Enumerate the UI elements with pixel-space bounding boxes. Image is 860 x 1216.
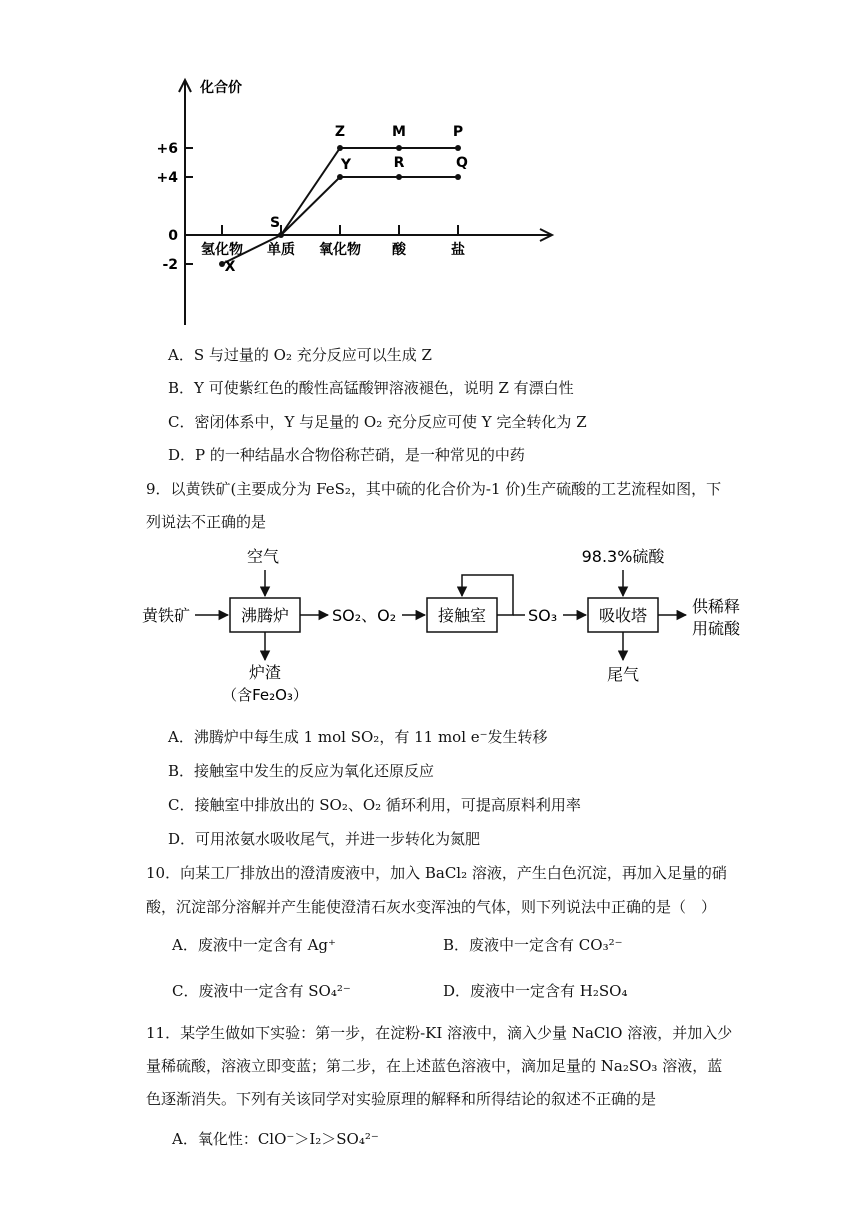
point-label-x: X <box>224 259 236 275</box>
flow-product-line2: 用硫酸 <box>692 619 741 638</box>
q11-stem-line1: 11．某学生做如下实验：第一步，在淀粉-KI 溶液中，滴入少量 NaClO 溶液，并加入少 <box>146 1024 733 1042</box>
q11-stem-line2: 量稀硫酸，溶液立即变蓝；第二步，在上述蓝色溶液中，滴加足量的 Na₂SO₃ 溶液，蓝 <box>146 1057 723 1075</box>
y-tick-label: +6 <box>156 141 178 157</box>
point-q <box>455 174 461 180</box>
x-tick-label: 盐 <box>451 242 465 258</box>
point-y <box>337 174 343 180</box>
q9-stem-line1: 9．以黄铁矿(主要成分为 FeS₂，其中硫的化合价为-1 价)生产硫酸的工艺流程如图，下 <box>146 480 722 498</box>
x-tick-label: 单质 <box>267 242 295 258</box>
point-z <box>337 145 343 151</box>
q11-stem-line3: 色逐渐消失。下列有关该同学对实验原理的解释和所得结论的叙述不正确的是 <box>146 1090 657 1108</box>
flow-contact-label: 接触室 <box>437 606 487 625</box>
y-tick-label: -2 <box>162 257 178 273</box>
y-tick-label: 0 <box>168 228 178 244</box>
q10-option-b: B．废液中一定含有 CO₃²⁻ <box>443 936 623 954</box>
flow-product-line1: 供稀释 <box>692 597 741 616</box>
q9-option-b: B．接触室中发生的反应为氧化还原反应 <box>168 762 435 780</box>
flow-air-label: 空气 <box>247 547 280 566</box>
point-label-p: P <box>452 124 464 140</box>
y-tick-label: +4 <box>156 170 178 186</box>
q11-option-a: A．氧化性：ClO⁻＞I₂＞SO₄²⁻ <box>172 1130 379 1148</box>
q10-stem-line2: 酸，沉淀部分溶解并产生能使澄清石灰水变浑浊的气体，则下列说法中正确的是（ ） <box>146 898 717 916</box>
flow-contact-out-label: SO₃ <box>528 606 558 625</box>
point-label-r: R <box>393 155 405 171</box>
point-label-y: Y <box>340 157 352 173</box>
flow-input-label: 黄铁矿 <box>142 606 191 625</box>
point-r <box>396 174 402 180</box>
x-tick-label: 酸 <box>392 242 406 258</box>
flow-slag-label: 炉渣 <box>248 663 282 682</box>
q8-option-d: D．P 的一种结晶水合物俗称芒硝，是一种常见的中药 <box>168 446 525 464</box>
point-p <box>455 145 461 151</box>
q8-option-b: B．Y 可使紫红色的酸性高锰酸钾溶液褪色，说明 Z 有漂白性 <box>168 379 574 397</box>
point-label-m: M <box>392 124 406 140</box>
q10-stem-line1: 10．向某工厂排放出的澄清废液中，加入 BaCl₂ 溶液，产生白色沉淀，再加入足量的硝 <box>146 864 727 882</box>
flow-acid-in-label: 98.3%硫酸 <box>581 547 665 566</box>
x-tick-label: 氧化物 <box>319 242 361 258</box>
flow-furnace-label: 沸腾炉 <box>240 606 290 625</box>
flow-slag-note: （含Fe₂O₃） <box>222 686 308 704</box>
q10-option-d: D．废液中一定含有 H₂SO₄ <box>443 982 628 1000</box>
series-line-2 <box>281 177 458 235</box>
q10-option-a: A．废液中一定含有 Ag⁺ <box>172 936 336 954</box>
y-axis-label: 化合价 <box>200 80 242 96</box>
q9-option-c: C．接触室中排放出的 SO₂、O₂ 循环利用，可提高原料利用率 <box>168 796 581 814</box>
flow-furnace-out-label: SO₂、O₂ <box>332 606 397 625</box>
flow-tail-gas-label: 尾气 <box>606 665 640 684</box>
process-flow-diagram <box>140 540 780 710</box>
q9-option-a: A．沸腾炉中每生成 1 mol SO₂，有 11 mol e⁻发生转移 <box>168 728 548 746</box>
point-m <box>396 145 402 151</box>
q9-stem-line2: 列说法不正确的是 <box>146 513 267 531</box>
x-tick-label: 氢化物 <box>201 242 243 258</box>
q10-option-c: C．废液中一定含有 SO₄²⁻ <box>172 982 351 1000</box>
q8-option-c: C．密闭体系中，Y 与足量的 O₂ 充分反应可使 Y 完全转化为 Z <box>168 413 587 431</box>
flow-tower-label: 吸收塔 <box>598 606 648 625</box>
point-label-s: S <box>269 215 281 231</box>
q9-option-d: D．可用浓氨水吸收尾气，并进一步转化为氮肥 <box>168 830 481 848</box>
point-s <box>278 232 284 238</box>
chart-axes <box>179 80 552 325</box>
valence-chart <box>150 70 580 335</box>
q8-option-a: A．S 与过量的 O₂ 充分反应可以生成 Z <box>168 346 432 364</box>
point-label-z: Z <box>334 124 346 140</box>
point-label-q: Q <box>456 155 468 171</box>
